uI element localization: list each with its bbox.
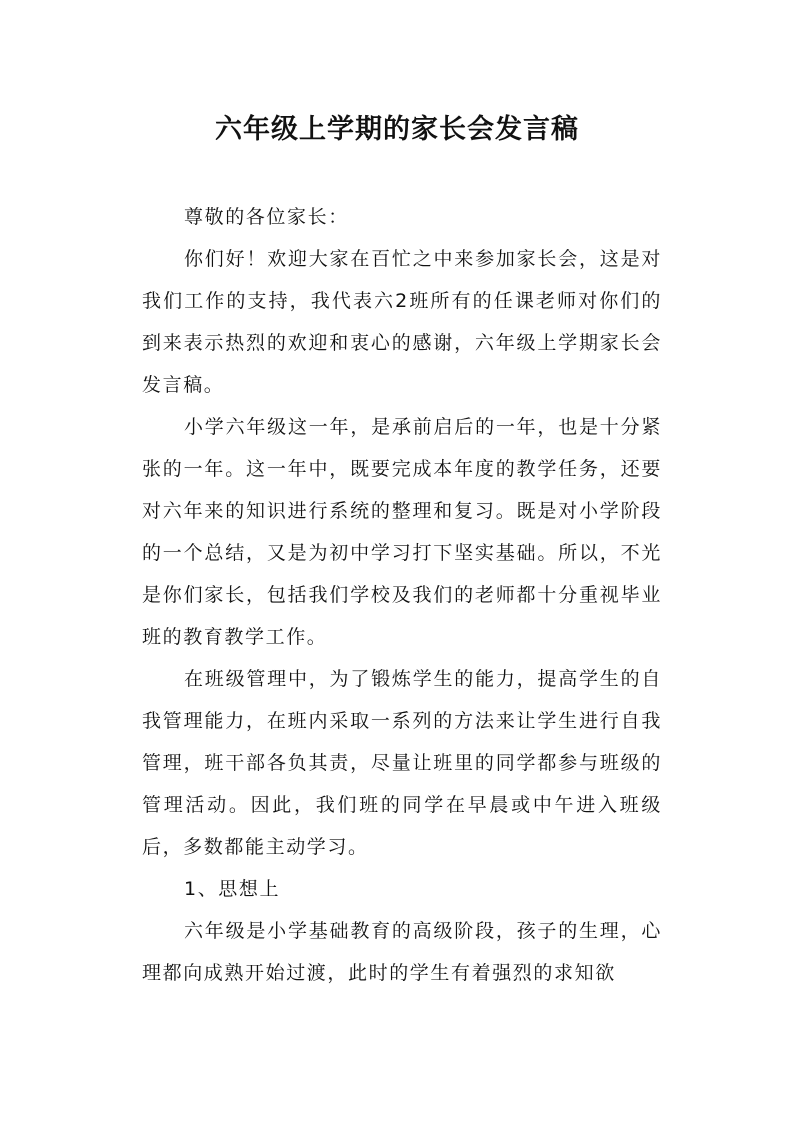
document-body (142, 196, 662, 994)
welcome-paragraph: 你们好！欢迎大家在百忙之中来参加家长会，这是对我们工作的支持，我代表六2班所有的任课老师对你们的到来表示热烈的欢迎和衷心的感谢，六年级上学期家长会发言稿。 (142, 248, 662, 396)
class-management-paragraph: 在班级管理中，为了锻炼学生的能力，提高学生的自我管理能力，在班内采取一系列的方法来让学生进行自我管理，班干部各负其责，尽量让班里的同学都参与班级的管理活动。因此，我们班的同学在早晨或中午进入班级后，多数都能主动学习。 (142, 668, 662, 858)
document-title: 六年级上学期的家长会发言稿 (215, 114, 579, 145)
section-heading-thought: 1、思想上 (184, 878, 281, 900)
grade-six-paragraph: 小学六年级这一年，是承前启后的一年，也是十分紧张的一年。这一年中，既要完成本年度的教学任务，还要对六年来的知识进行系统的整理和复习。既是对小学阶段的一个总结，又是为初中学习打下坚实基础。所以，不光是你们家长，包括我们学校及我们的老师都十分重视毕业班的教育教学工作。 (142, 416, 662, 648)
greeting-paragraph: 尊敬的各位家长： (184, 206, 349, 228)
thought-paragraph: 六年级是小学基础教育的高级阶段，孩子的生理，心理都向成熟开始过渡，此时的学生有着强烈的求知欲 (142, 920, 662, 984)
